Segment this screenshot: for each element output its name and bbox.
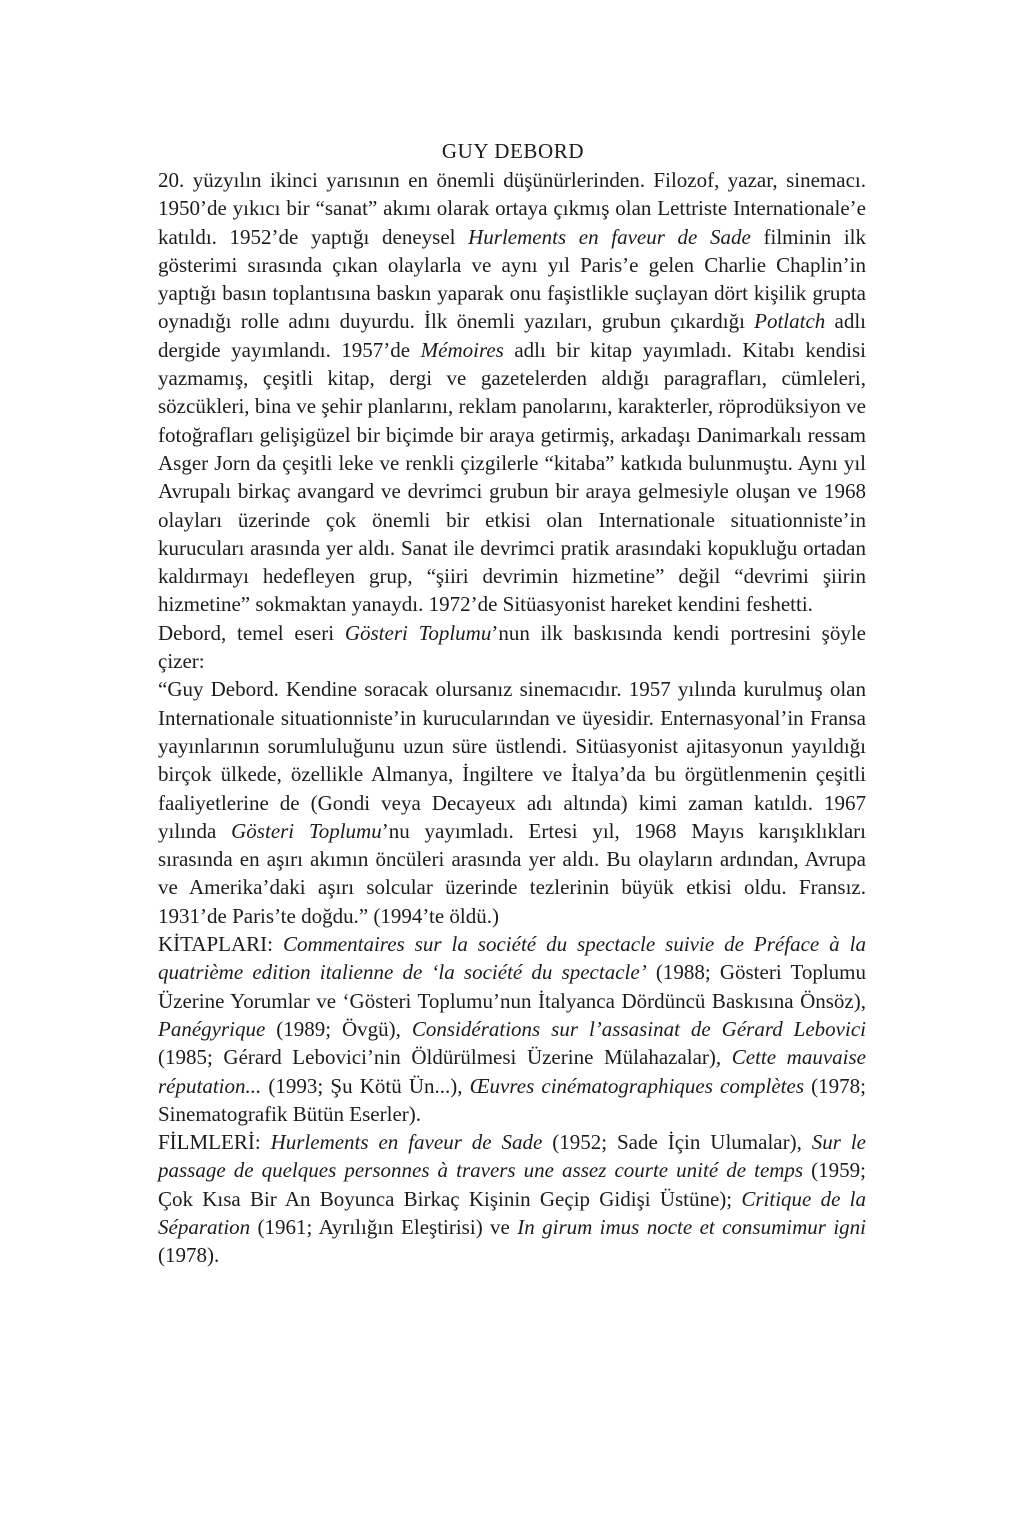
text-run: (1985; Gérard Lebovici’nin Öldürülmesi Üzerine Mülahazalar), (158, 1045, 732, 1070)
text-run: (1952; Sade İçin Ulumalar), (542, 1130, 812, 1155)
text-run: (1959; Çok Kısa Bir An Boyunca Birkaç Kişinin Geçip Gidişi Üstüne); (158, 1158, 867, 1211)
book-page (158, 137, 866, 1270)
italic-title: Panégyrique (158, 1016, 266, 1041)
text-run: adlı bir kitap yayımladı. Kitabı kendisi yazmamış, çeşitli kitap, dergi ve gazetelerden aldığı paragrafları, cümleleri, sözcükleri, bina ve şehir planlarını, reklam panolarını, karakterler, röprodüksiyon ve fotoğrafları gelişigüzel bir biçimde bir araya getirmiş, arkadaşı Danimarkalı ressam Asger Jorn da çeşitli leke ve renkli çizgilerle “kitaba” katkıda bulunmuştu. Aynı yıl Avrupalı birkaç avangard ve devrimci grubun bir araya gelmesiyle oluşan ve 1968 olayları üzerinde çok önemli bir etkisi olan Internationale situationniste’in kurucuları arasında yer aldı. Sanat ile devrimci pratik arasındaki kopukluğu ortadan kaldırmayı hedefleyen grup, “şiiri devrimin hizmetine” değil “devrimi şiirin hizmetine” sokmaktan yanaydı. 1972’de Sitüasyonist hareket kendini feshetti. (158, 337, 866, 617)
text-run: “Guy Debord. Kendine soracak olursanız sinemacıdır. 1957 yılında kurulmuş olan Internationale situationniste’in kurucularından ve üyesidir. Enternasyonal’in Fransa yayınlarının sorumluluğunu uzun süre üstlendi. Sitüasyonist ajitasyonun yayıldığı birçok ülkede, özellikle Almanya, İngiltere ve İtalya’da bu örgütlenmenin çeşitli faaliyetlerine de (Gondi veya Decayeux adı altında) kimi zaman katıldı. 1967 yılında (158, 677, 866, 843)
italic-title: Commentaires sur la société du spectacle suivie de Préface à la quatrième edition italienne de ‘la société du spectacle’ (158, 932, 866, 985)
text-block (158, 166, 866, 1270)
text-run: Debord, temel eseri (158, 620, 345, 645)
running-head: GUY DEBORD (441, 139, 585, 163)
text-run: ’nu yayımladı. Ertesi yıl, 1968 Mayıs karışıklıkları sırasında en aşırı akımın öncüleri arasında yer aldı. Bu olayların ardından, Avrupa ve Amerika’daki aşırı solcular üzerinde tezlerinin büyük etkisi oldu. Fransız. 1931’de Paris’te doğdu.” (1994’te öldü.) (158, 818, 866, 928)
text-run: adlı dergide yayımlandı. 1957’de (158, 309, 866, 362)
films-paragraph (158, 1128, 866, 1269)
text-run: (1988; Gösteri Toplumu Üzerine Yorumlar ve ‘Gösteri Toplumu’nun İtalyanca Dördüncü Baskısına Önsöz), (158, 960, 866, 1013)
italic-title: Mémoires (420, 337, 504, 362)
italic-title: Gösteri Toplumu (344, 620, 492, 645)
italic-title: Sur le passage de quelques personnes à travers une assez courte unité de temps (158, 1130, 867, 1183)
text-run: ’nun ilk baskısında kendi portresini şöyle çizer: (158, 620, 866, 674)
italic-title: Hurlements en faveur de Sade (468, 224, 751, 249)
bio-paragraph (158, 166, 866, 619)
italic-title: Potlatch (754, 309, 826, 334)
text-run: (1993; Şu Kötü Ün...), (261, 1073, 470, 1098)
text-run: KİTAPLARI: (158, 932, 283, 957)
text-run: (1978; Sinematografik Bütün Eserler). (158, 1073, 867, 1126)
portrait-quote (158, 675, 866, 930)
text-run: FİLMLERİ: (158, 1130, 271, 1155)
text-run: (1978). (158, 1243, 220, 1268)
italic-title: Considérations sur l’assasinat de Gérard Lebovici (411, 1016, 866, 1041)
italic-title: Cette mauvaise réputation... (158, 1045, 866, 1098)
italic-title: Gösteri Toplumu (231, 818, 382, 843)
italic-title: Hurlements en faveur de Sade (270, 1130, 543, 1155)
intro-paragraph (158, 619, 866, 676)
books-paragraph (158, 930, 866, 1128)
text-run: (1961; Ayrılığın Eleştirisi) ve (250, 1214, 518, 1239)
italic-title: Critique de la Séparation (158, 1186, 866, 1239)
italic-title: Œuvres cinématographiques complètes (469, 1073, 805, 1098)
text-run: 20. yüzyılın ikinci yarısının en önemli düşünürlerinden. Filozof, yazar, sinemacı. 1950’de yıkıcı bir “sanat” akımı olarak ortaya çıkmış olan Lettriste Internationale’e katıldı. 1952’de yaptığı deneysel (158, 168, 866, 249)
text-run: filminin ilk gösterimi sırasında çıkan olaylarla ve aynı yıl Paris’e gelen Charlie Chaplin’in yaptığı basın toplantısına baskın yaparak onu faşistlikle suçlayan dört kişilik grupta oynadığı rolle adını duyurdu. İlk önemli yazıları, grubun çıkardığı (158, 224, 866, 334)
italic-title: In girum imus nocte et consumimur igni (517, 1214, 866, 1239)
text-run: (1989; Övgü), (265, 1016, 412, 1041)
